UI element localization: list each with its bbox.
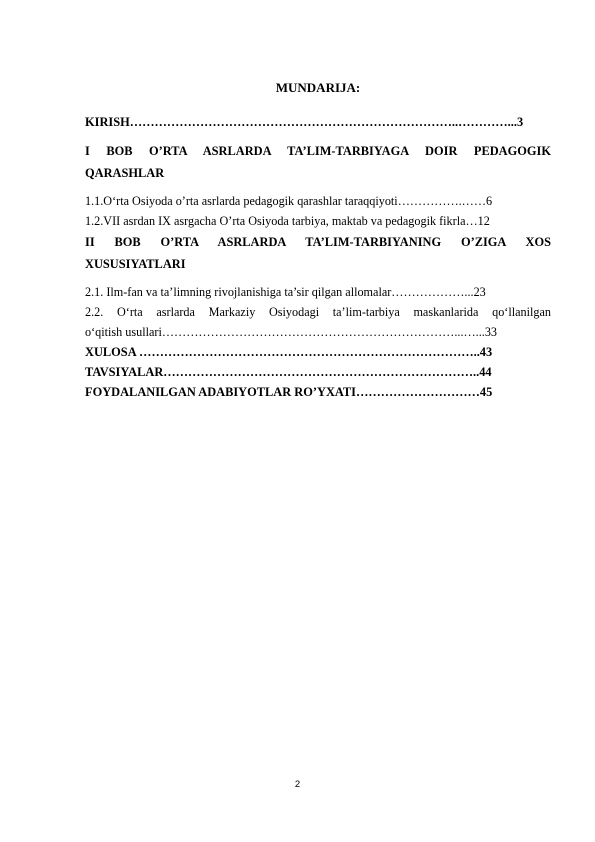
toc-entry-2-2-line-2: o‘qitish usullari………………………………………………………………...…...33 xyxy=(85,325,498,339)
toc-entry-2-2-line-1: 2.2. O‘rta asrlarda Markaziy Osiyodagi ta’lim-tarbiya maskanlarida qo‘llanilgan xyxy=(85,305,551,319)
toc-entry-tavsiyalar: TAVSIYALAR…………………………………………………………………..44 xyxy=(85,365,492,379)
page-number: 2 xyxy=(294,779,301,790)
toc-chapter-2-line-2: XUSUSIYATLARI xyxy=(85,257,186,271)
table-of-contents xyxy=(85,112,551,402)
toc-chapter-2 xyxy=(85,231,551,275)
toc-entry-xulosa: XULOSA ………………………………………………………………………..43 xyxy=(85,345,493,359)
toc-entry-1-1: 1.1.O‘rta Osiyoda o’rta asrlarda pedagogik qarashlar taraqqiyoti…………….……6 xyxy=(85,194,493,208)
toc-entry-kirish: KIRISH……………………………………………………………………..…………...3 xyxy=(85,115,524,129)
toc-chapter-2-line-1: II BOB O’RTA ASRLARDA TA’LIM-TARBIYANING O’ZIGA XOS xyxy=(85,235,551,249)
toc-entry-adabiyotlar: FOYDALANILGAN ADABIYOTLAR RO’YXATI…………………………45 xyxy=(85,385,493,399)
toc-entry-2-1: 2.1. Ilm-fan va ta’limning rivojlanishiga ta’sir qilgan allomalar………………...23 xyxy=(85,285,486,299)
toc-chapter-1-line-2: QARASHLAR xyxy=(85,166,165,180)
page-title: MUNDARIJA: xyxy=(275,80,361,95)
toc-chapter-1 xyxy=(85,140,551,184)
toc-entry-1-2: 1.2.VII asrdan IX asrgacha O’rta Osiyoda tarbiya, maktab va pedagogik fikrla…12 xyxy=(85,214,490,228)
toc-entry-2-2 xyxy=(85,302,551,342)
toc-chapter-1-line-1: I BOB O’RTA ASRLARDA TA’LIM-TARBIYAGA DOIR PEDAGOGIK xyxy=(85,144,551,158)
